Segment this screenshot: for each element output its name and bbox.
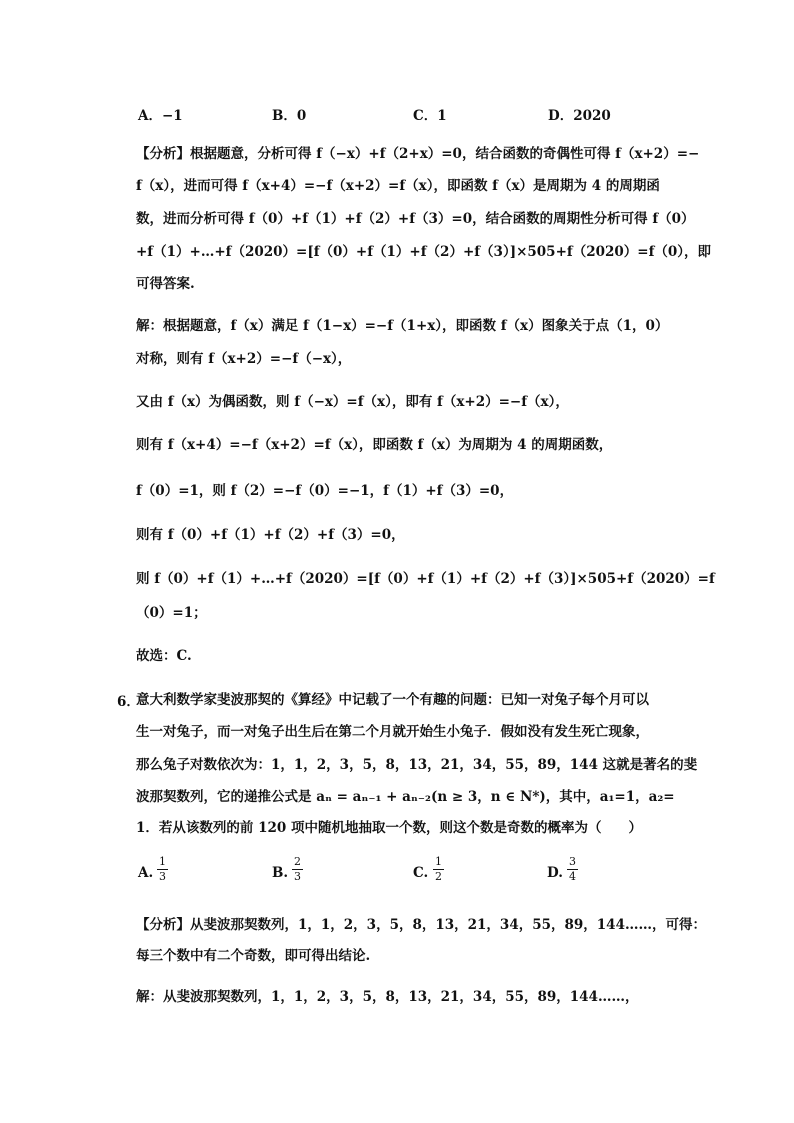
- q6-stem-line: 意大利数学家斐波那契的《算经》中记载了一个有趣的问题：已知一对兔子每个月可以: [136, 692, 649, 708]
- q5-solution-line: 则有 f（0）+f（1）+f（2）+f（3）=0，: [136, 527, 405, 543]
- q6-option-d-fraction: [567, 856, 578, 883]
- q5-option-a: A．−1: [138, 108, 183, 124]
- denominator: 4: [569, 870, 576, 883]
- q6-analysis-line: 【分析】从斐波那契数列，1，1，2，3，5，8，13，21，34，55，89，144……，可得：: [136, 917, 706, 933]
- q5-option-d: D．2020: [548, 108, 611, 124]
- numerator: 1: [159, 855, 166, 868]
- q6-option-a-letter: A.: [138, 865, 154, 881]
- q5-solution-line: （0）=1；: [136, 605, 207, 621]
- q5-solution-line: 解：根据题意，f（x）满足 f（1−x）=−f（1+x），即函数 f（x）图象关于点（1，0）: [136, 318, 669, 334]
- denominator: 3: [159, 870, 166, 883]
- q5-analysis-line: 可得答案.: [136, 276, 195, 292]
- q5-analysis-line: 数，进而分析可得 f（0）+f（1）+f（2）+f（3）=0，结合函数的周期性分析可得 f（0）: [136, 211, 695, 227]
- q5-solution-line: 又由 f（x）为偶函数，则 f（−x）=f（x），即有 f（x+2）=−f（x），: [136, 394, 569, 410]
- q6-option-b-letter: B.: [272, 865, 289, 881]
- q6-stem-line: 1．若从该数列的前 120 项中随机地抽取一个数，则这个数是奇数的概率为（ ）: [136, 820, 642, 836]
- q6-option-c-fraction: [433, 856, 444, 883]
- q5-solution-line: 对称，则有 f（x+2）=−f（−x），: [136, 351, 352, 367]
- q6-stem-line: 生一对兔子，而一对兔子出生后在第二个月就开始生小兔子．假如没有发生死亡现象，: [136, 724, 649, 740]
- q6-option-b-fraction: [292, 856, 303, 883]
- q5-solution-line: f（0）=1，则 f（2）=−f（0）=−1，f（1）+f（3）=0，: [136, 483, 514, 499]
- numerator: 1: [435, 855, 442, 868]
- q5-analysis-line: +f（1）+…+f（2020）=[f（0）+f（1）+f（2）+f（3）]×505+f（2020）=f（0），即: [136, 244, 712, 260]
- q6-option-c-letter: C.: [413, 865, 429, 881]
- q6-stem-line: 波那契数列，它的递推公式是 aₙ = aₙ₋₁ + aₙ₋₂(n ≥ 3，n ∈ N*)，其中，a₁=1，a₂=: [136, 789, 675, 805]
- q6-analysis-line: 每三个数中有二个奇数，即可得出结论.: [136, 948, 371, 964]
- q6-stem-line: 那么兔子对数依次为：1，1，2，3，5，8，13，21，34，55，89，144 这就是著名的斐: [136, 757, 698, 773]
- q6-option-a-fraction: [157, 856, 168, 883]
- numerator: 2: [294, 855, 301, 868]
- q5-solution-line: 故选：C.: [136, 648, 192, 664]
- q6-solution-line: 解：从斐波那契数列，1，1，2，3，5，8，13，21，34，55，89，144……，: [136, 989, 639, 1005]
- q5-solution-line: 则有 f（x+4）=−f（x+2）=f（x），即函数 f（x）为周期为 4 的周期函数，: [136, 437, 613, 453]
- q5-analysis-line: f（x），进而可得 f（x+4）=−f（x+2）=f（x），即函数 f（x）是周期为 4 的周期函: [136, 178, 660, 194]
- numerator: 3: [569, 855, 576, 868]
- denominator: 3: [294, 870, 301, 883]
- q5-option-c: C．1: [413, 108, 447, 124]
- denominator: 2: [435, 870, 442, 883]
- question-number: 6．: [117, 694, 140, 710]
- q5-analysis-line: 【分析】根据题意，分析可得 f（−x）+f（2+x）=0，结合函数的奇偶性可得 f（x+2）=−: [136, 146, 700, 162]
- q6-option-d-letter: D.: [547, 865, 563, 881]
- q5-solution-line: 则 f（0）+f（1）+…+f（2020）=[f（0）+f（1）+f（2）+f（3）]×505+f（2020）=f: [136, 571, 715, 587]
- q5-option-b: B．0: [272, 108, 307, 124]
